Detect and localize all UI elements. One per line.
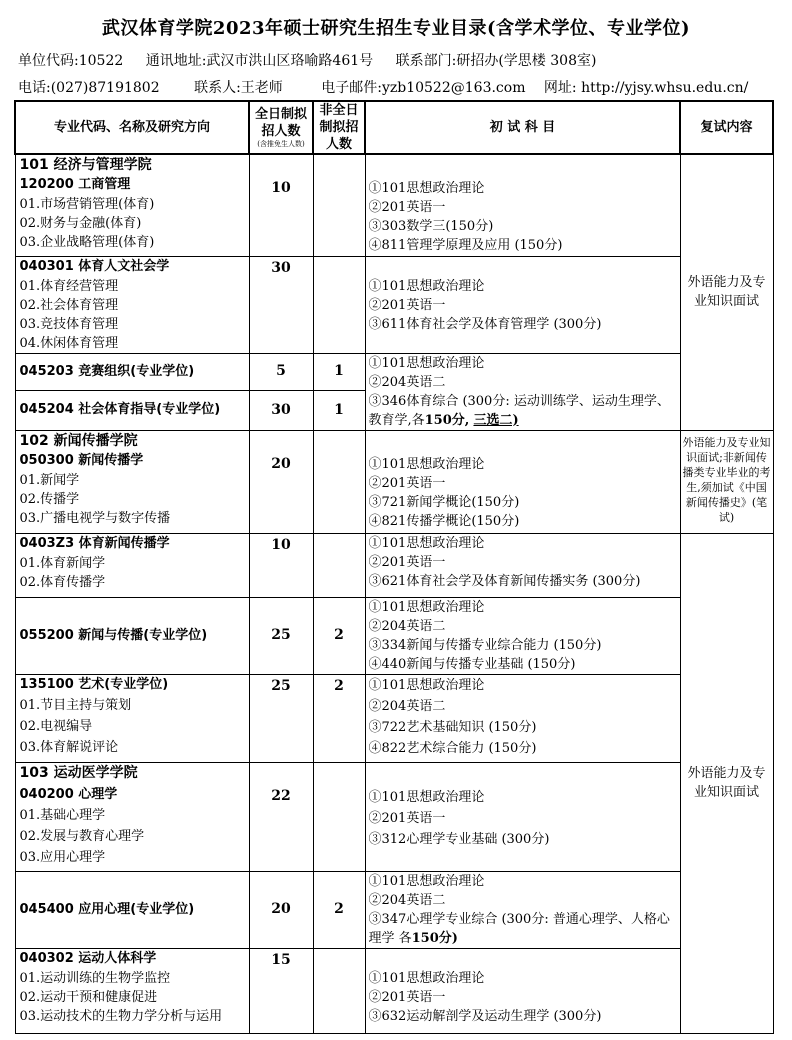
major-name: 045203 竞赛组织(专业学位) — [19, 363, 195, 379]
direction: 04.休闲体育管理 — [19, 335, 119, 351]
department: 联系部门:研招办(学思楼 308室) — [395, 53, 597, 69]
major-cell — [15, 597, 249, 674]
parttime-count — [313, 948, 365, 1033]
exam-subjects — [365, 256, 680, 353]
phone: 电话:(027)87191802 — [18, 80, 160, 96]
major-name: 045204 社会体育指导(专业学位) — [19, 402, 221, 417]
retest-content: 外语能力及专业知识面试;非新闻传播类专业毕业的考生,须加试《中国新闻传播史》(笔试) — [680, 430, 773, 533]
college-name: 103 运动医学学院 — [19, 764, 138, 781]
major-name: 050300 新闻传播学 — [19, 452, 144, 468]
fulltime-count: 10 — [249, 533, 313, 597]
direction: 03.体育解说评论 — [19, 739, 119, 755]
fulltime-count: 30 — [249, 390, 313, 430]
subject: ②201英语一 — [368, 297, 446, 313]
fulltime-count: 25 — [249, 597, 313, 674]
table-row — [15, 597, 773, 674]
subject: ①101思想政治理论 — [368, 181, 485, 196]
subject: ①101思想政治理论 — [368, 873, 485, 889]
major-cell — [15, 674, 249, 762]
major-cell — [15, 390, 249, 430]
subject: ①101思想政治理论 — [368, 278, 485, 294]
major-cell — [15, 948, 249, 1033]
fulltime-count: 25 — [249, 674, 313, 762]
direction: 02.电视编导 — [19, 718, 93, 734]
subject: ④821传播学概论(150分) — [368, 513, 520, 529]
direction: 02.社会体育管理 — [19, 297, 119, 313]
table-row — [15, 353, 773, 390]
fulltime-count: 20 — [249, 430, 313, 533]
fulltime-count: 22 — [249, 762, 313, 871]
table-row — [15, 762, 773, 871]
major-name: 055200 新闻与传播(专业学位) — [19, 627, 208, 643]
parttime-count — [313, 762, 365, 871]
retest-content: 外语能力及专业知识面试 — [680, 533, 773, 1033]
fulltime-count: 30 — [249, 256, 313, 353]
subject: ③632运动解剖学及运动生理学 (300分) — [368, 1008, 602, 1024]
college-name: 102 新闻传播学院 — [19, 432, 138, 449]
subject: ②204英语二 — [368, 892, 446, 908]
major-name: 135100 艺术(专业学位) — [19, 676, 169, 692]
subject: ③347心理学专业综合 (300分: 普通心理学、人格心理学 各150分) — [368, 911, 670, 946]
parttime-count — [313, 430, 365, 533]
subject: ③611体育社会学及体育管理学 (300分) — [368, 316, 602, 332]
direction: 03.竞技体育管理 — [19, 316, 119, 332]
table-row — [15, 948, 773, 1033]
direction: 02.发展与教育心理学 — [19, 828, 145, 844]
direction: 01.运动训练的生物学监控 — [19, 970, 171, 986]
subject: ②204英语二 — [368, 618, 446, 634]
fulltime-count: 5 — [249, 353, 313, 390]
major-cell — [15, 256, 249, 353]
subject: ③334新闻与传播专业综合能力 (150分) — [368, 637, 602, 653]
subject: ③721新闻学概论(150分) — [368, 494, 520, 510]
exam-subjects — [365, 353, 680, 430]
college-name: 101 经济与管理学院 — [19, 157, 152, 173]
subject: ③303数学三(150分) — [368, 219, 494, 234]
major-cell — [15, 154, 249, 256]
subject: ②204英语二 — [368, 374, 446, 390]
header-row — [15, 101, 773, 154]
major-name: 040301 体育人文社会学 — [19, 258, 170, 274]
parttime-count — [313, 154, 365, 256]
exam-subjects — [365, 948, 680, 1033]
info-line-2 — [18, 77, 766, 97]
subject: ①101思想政治理论 — [368, 970, 485, 986]
parttime-count — [313, 533, 365, 597]
subject: ③312心理学专业基础 (300分) — [368, 831, 550, 847]
direction: 03.企业战略管理(体育) — [19, 235, 155, 250]
subject: ②201英语一 — [368, 475, 446, 491]
direction: 01.体育新闻学 — [19, 555, 106, 571]
exam-subjects — [365, 871, 680, 948]
exam-subjects — [365, 154, 680, 256]
parttime-count: 1 — [313, 353, 365, 390]
unit-code: 单位代码:10522 — [18, 53, 124, 69]
info-line-1 — [18, 50, 614, 70]
email[interactable]: 电子邮件:yzb10522@163.com — [321, 80, 526, 96]
subject: ③346体育综合 (300分: 运动训练学、运动生理学、教育学,各150分, 三选二) — [368, 393, 670, 428]
subject: ②201英语一 — [368, 554, 446, 570]
direction: 03.广播电视学与数字传播 — [19, 510, 171, 526]
subject: ④440新闻与传播专业基础 (150分) — [368, 656, 576, 672]
major-cell — [15, 871, 249, 948]
page-title: 武汉体育学院2023年硕士研究生招生专业目录(含学术学位、专业学位) — [101, 18, 691, 39]
subject: ②204英语二 — [368, 698, 446, 714]
exam-subjects — [365, 430, 680, 533]
exam-subjects — [365, 597, 680, 674]
fulltime-count: 20 — [249, 871, 313, 948]
retest-content: 外语能力及专业知识面试 — [680, 154, 773, 430]
table-row — [15, 871, 773, 948]
parttime-count: 2 — [313, 674, 365, 762]
direction: 03.运动技术的生物力学分析与运用 — [19, 1008, 223, 1024]
direction: 02.运动干预和健康促进 — [19, 989, 158, 1005]
table-row — [15, 430, 773, 533]
direction: 01.市场营销管理(体育) — [19, 197, 155, 212]
direction: 02.传播学 — [19, 491, 80, 507]
catalog-table — [14, 100, 774, 1034]
major-name: 045400 应用心理(专业学位) — [19, 901, 195, 917]
subject: ②201英语一 — [368, 810, 446, 826]
exam-subjects — [365, 533, 680, 597]
major-name: 040200 心理学 — [19, 786, 118, 802]
table-row — [15, 154, 773, 256]
header-fulltime: 全日制拟招人数 (含推免生人数) — [249, 101, 313, 154]
direction: 02.体育传播学 — [19, 574, 106, 590]
direction: 01.节目主持与策划 — [19, 697, 132, 713]
major-name: 0403Z3 体育新闻传播学 — [19, 535, 170, 551]
contact: 联系人:王老师 — [194, 80, 283, 96]
major-cell — [15, 533, 249, 597]
subject: ④811管理学原理及应用 (150分) — [368, 238, 563, 253]
address: 通讯地址:武汉市洪山区珞喻路461号 — [145, 53, 374, 69]
subject: ①101思想政治理论 — [368, 789, 485, 805]
parttime-count: 2 — [313, 871, 365, 948]
exam-subjects — [365, 762, 680, 871]
header-retest: 复试内容 — [680, 101, 773, 154]
direction: 01.新闻学 — [19, 472, 80, 488]
website[interactable]: 网址: http://yjsy.whsu.edu.cn/ — [543, 80, 749, 96]
subject: ②201英语一 — [368, 989, 446, 1005]
direction: 02.财务与金融(体育) — [19, 216, 142, 231]
fulltime-count: 15 — [249, 948, 313, 1033]
header-major: 专业代码、名称及研究方向 — [15, 101, 249, 154]
exam-subjects — [365, 674, 680, 762]
fulltime-count: 10 — [249, 154, 313, 256]
subject: ①101思想政治理论 — [368, 535, 485, 551]
major-cell — [15, 430, 249, 533]
direction: 01.体育经营管理 — [19, 278, 119, 294]
subject: ③621体育社会学及体育新闻传播实务 (300分) — [368, 573, 641, 589]
subject: ②201英语一 — [368, 200, 446, 215]
subject: ①101思想政治理论 — [368, 355, 485, 371]
subject: ①101思想政治理论 — [368, 456, 485, 472]
subject: ①101思想政治理论 — [368, 599, 485, 615]
parttime-count: 2 — [313, 597, 365, 674]
major-name: 120200 工商管理 — [19, 177, 131, 192]
major-name: 040302 运动人体科学 — [19, 950, 157, 966]
major-cell — [15, 762, 249, 871]
header-parttime: 非全日制拟招人数 — [313, 101, 365, 154]
table-row — [15, 256, 773, 353]
parttime-count: 1 — [313, 390, 365, 430]
subject: ①101思想政治理论 — [368, 677, 485, 693]
major-cell — [15, 353, 249, 390]
parttime-count — [313, 256, 365, 353]
subject: ④822艺术综合能力 (150分) — [368, 740, 537, 756]
table-row — [15, 674, 773, 762]
direction: 03.应用心理学 — [19, 849, 106, 865]
subject: ③722艺术基础知识 (150分) — [368, 719, 537, 735]
table-row — [15, 533, 773, 597]
header-exam: 初 试 科 目 — [365, 101, 680, 154]
direction: 01.基础心理学 — [19, 807, 106, 823]
